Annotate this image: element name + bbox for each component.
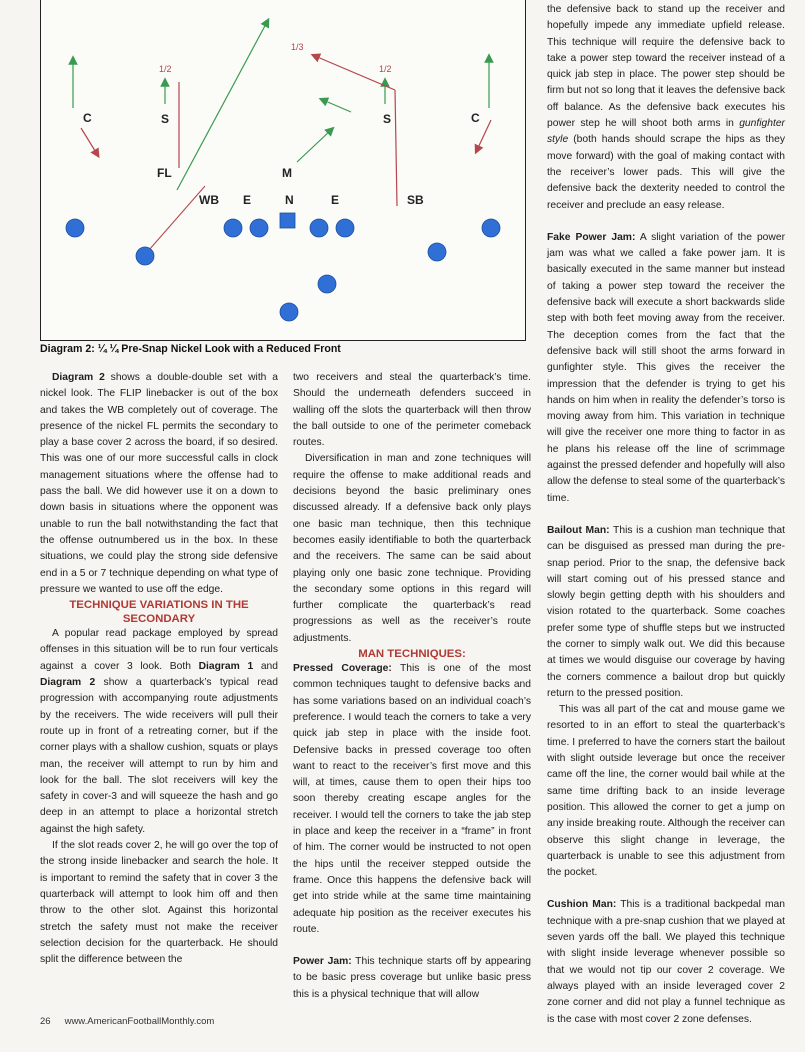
body-text: This is one of the most common techniques taught to defensive backs and has some variations based on an individual coach’s preference. I would teach the corners to take a very quick jab step in place with the inside foot. Defensive backs in pressed coverage too often want to react to the receiver’s first move and this will, at times, cause them to open their hips too soon thereby creating escape angles for the receiver. I would tell the corners to take the jab step in place and keep the receiver in a “frame” in front of him. The corner would be instructed to not open the hips until the receiver stepped outside the frame. Once this happens the defensive back will get into stride while at the same time maintaining adequate hip position as the receiver executes his route. <box>293 663 532 935</box>
label-m: M <box>282 166 292 180</box>
mike-drop <box>297 130 331 162</box>
paragraph <box>40 626 278 838</box>
offense-guard-right <box>310 219 328 237</box>
paragraph <box>293 954 531 1003</box>
label-depth-left: 1/2 <box>159 64 172 74</box>
label-wb: WB <box>199 193 219 207</box>
diagram-caption: Diagram 2: ¼ ¼ Pre-Snap Nickel Look with a Reduced Front <box>40 343 341 355</box>
column-1 <box>40 370 278 968</box>
offense-slot-left <box>136 247 154 265</box>
offense-center <box>280 213 295 228</box>
body-text: and <box>253 660 279 672</box>
safety-deep-drop <box>323 100 351 112</box>
page-footer <box>40 1016 228 1027</box>
lead-term: Pressed Coverage: <box>293 663 392 675</box>
body-text: the defensive back to stand up the receiver and hopefully impede any immediate upfield release. This technique will require the defensive back to take a power step toward the receiver instead of a quick jab step in place. The power step should be firm but not so long that it leaves the defensive back off balance. As the defensive back executes his power step he will shoot both arms in <box>547 4 785 130</box>
play-diagram-svg <box>41 0 525 340</box>
lead-term: Diagram 2 <box>52 372 105 383</box>
wr-left-route <box>81 128 97 154</box>
label-s-left: S <box>161 112 170 126</box>
paragraph <box>293 661 531 938</box>
offense-running-back <box>280 303 298 321</box>
footer-url: www.AmericanFootballMonthly.com <box>64 1016 215 1027</box>
wb-route <box>149 186 205 250</box>
lead-term: Fake Power Jam: <box>547 231 636 243</box>
lead-term: Diagram 2 <box>40 677 96 689</box>
play-diagram <box>40 0 526 341</box>
offense-guard-left <box>250 219 268 237</box>
body-text: show a quarterback’s typical read progression with accompanying route adjustments by the receivers. The wide receivers will pull their route up in front of a retreating corner, but if the corner plays with a shallow cushion, squats or plays man, the receiver will attempt to run by him and look for the ball. The slot receivers will key the safety in cover-3 and will squeeze the hash and go deep in an attempt to place a horizontal stretch against the high safety. <box>40 677 278 835</box>
lead-term: Power Jam: <box>293 956 352 968</box>
paragraph: Diversification in man and zone techniques will require the offense to make additional reads and decisions beyond the basic preliminary ones discussed already. If a defensive back only plays one basic man technique, then this technique becomes easily identifiable to both the quarterback and the receivers. The same can be said about playing only one basic zone technique. Providing the secondary some options in this regard will further complicate the quarterback’s read progressions as well as the receiver’s route adjustments. <box>293 453 531 644</box>
offense-wr-left <box>66 219 84 237</box>
paragraph <box>547 2 785 214</box>
column-2 <box>293 370 531 1003</box>
paragraph: two receivers and steal the quarterback’s time. Should the underneath defenders succeed in walling off the slots the quarterback will then throw the ball outside to one of the perimeter comeback routes. <box>293 372 531 449</box>
body-text: (both hands should scrape the hips as they move forward) with the goal of making contact with the receiver’s lower pads. This will give the defensive back the dexterity needed to control the receiver and preclude an easy release. <box>547 134 785 211</box>
label-fl: FL <box>157 166 172 180</box>
page-number: 26 <box>40 1016 51 1027</box>
sb-route-stem <box>395 90 397 206</box>
column-3 <box>547 2 785 1028</box>
paragraph <box>547 523 785 702</box>
paragraph: If the slot reads cover 2, he will go over the top of the strong inside linebacker and search the hole. It is important to remind the safety that in cover 3 the quarterback will attempt to look him off and then throw to the other slot. Against this horizontal stretch the safety must not make the receiver selection decision for the quarterback. He should split the difference between the <box>40 840 278 966</box>
body-text: shows a double-double set with a nickel look. The FLIP linebacker is out of the box and takes the WB completely out of coverage. The presence of the nickel FL permits the secondary to play a base cover 2 across the board, if so desired. This was one of our more successful calls in clock management situations where the offense had to pass the ball. We did however use it on a down to down basis in situations where the opponent was unable to run the ball notwithstanding the fact that the offense outnumbered us in the box. In these situations, we could play the strong side defensive end in a 5 or 7 technique depending on what type of pressure we wanted to use off the edge. <box>40 372 279 595</box>
offense-tackle-right <box>336 219 354 237</box>
label-c-left: C <box>83 111 92 125</box>
body-text: This technique starts off by appearing to be basic press coverage but unlike basic press this is a physical technique that will allow <box>293 956 531 1000</box>
offense-slot-right <box>428 243 446 261</box>
flip-backer-drop <box>177 22 267 190</box>
body-text: This is a cushion man technique that can be disguised as pressed man during the pre-snap period. Prior to the snap, the defensive back will start coming out of his pressed stance and slowly begin getting depth with his shoulders and vision rotated to the quarterback. Some coaches prefer some type of shuffle steps but we instructed the corner to simply walk out. We did this because at times we would disguise our coverage by having the corners commence a bailout drop but quickly return to the pressed position. <box>547 524 785 699</box>
paragraph <box>547 897 785 1027</box>
label-n: N <box>285 193 294 207</box>
offense-wr-right <box>482 219 500 237</box>
label-e-right: E <box>331 193 340 207</box>
lead-term: Cushion Man: <box>547 899 617 911</box>
body-text: This is a traditional backpedal man technique with a pre-snap cushion that we played at seven yards off the ball. We played this technique with slight inside leverage whenever possible so that we would not tip our cover 2 coverage. We always played with an inside leveraged cover 2 zone corner and did not play a funnel technique as is the case with most cover 2 zone defenses. <box>547 899 785 1025</box>
section-heading: TECHNIQUE VARIATIONS IN THE SECONDARY <box>69 599 249 626</box>
label-depth-right: 1/2 <box>379 64 392 74</box>
label-c-right: C <box>471 111 480 125</box>
emphasis-text: gunfighter style <box>547 118 785 146</box>
paragraph <box>547 230 785 507</box>
offense-tackle-left <box>224 219 242 237</box>
lead-term: Bailout Man: <box>547 524 610 536</box>
label-sb: SB <box>407 193 424 207</box>
section-heading: MAN TECHNIQUES: <box>358 648 466 661</box>
paragraph: This was all part of the cat and mouse game we resorted to in an effort to steal the quarterback’s time. I preferred to have the corners start the bailout with slight outside leverage but once the receiver came off the line, the corner would bail while at the same time drifting back to an inside leverage position. This allowed the corner to get a jump on any inside breaking route. Although the receiver can observe this slight change in leverage, the quarterback is unable to see this adjustment from the pocket. <box>547 704 785 879</box>
label-depth-mid: 1/3 <box>291 42 304 52</box>
lead-term: Diagram 1 <box>198 660 254 672</box>
body-text: A slight variation of the power jam was what we called a fake power jam. It is basically executed in the same manner but instead of taking a power step toward the receiver the defensive back will execute a short backwards slide step with both feet moving away from the receiver. The deception comes from the fact that the defensive back will still shoot the arms forward in gunfighter style. This gives the receiver the impression that the defender is trying to get his hands on him when in reality the defender’s torso is moving away from him. This variation in technique will give the receiver one more thing to factor in as he plans his release off the line of scrimmage against the pressed defender and hopefully will also allow the defense to steal some of the quarterback’s time. <box>547 231 785 504</box>
body-text: A popular read package employed by spread offenses in this situation will be to run four verticals against a cover 3 look. Both <box>40 628 278 672</box>
label-e-left: E <box>243 193 252 207</box>
label-s-right: S <box>383 112 392 126</box>
paragraph <box>40 370 278 598</box>
offense-quarterback <box>318 275 336 293</box>
